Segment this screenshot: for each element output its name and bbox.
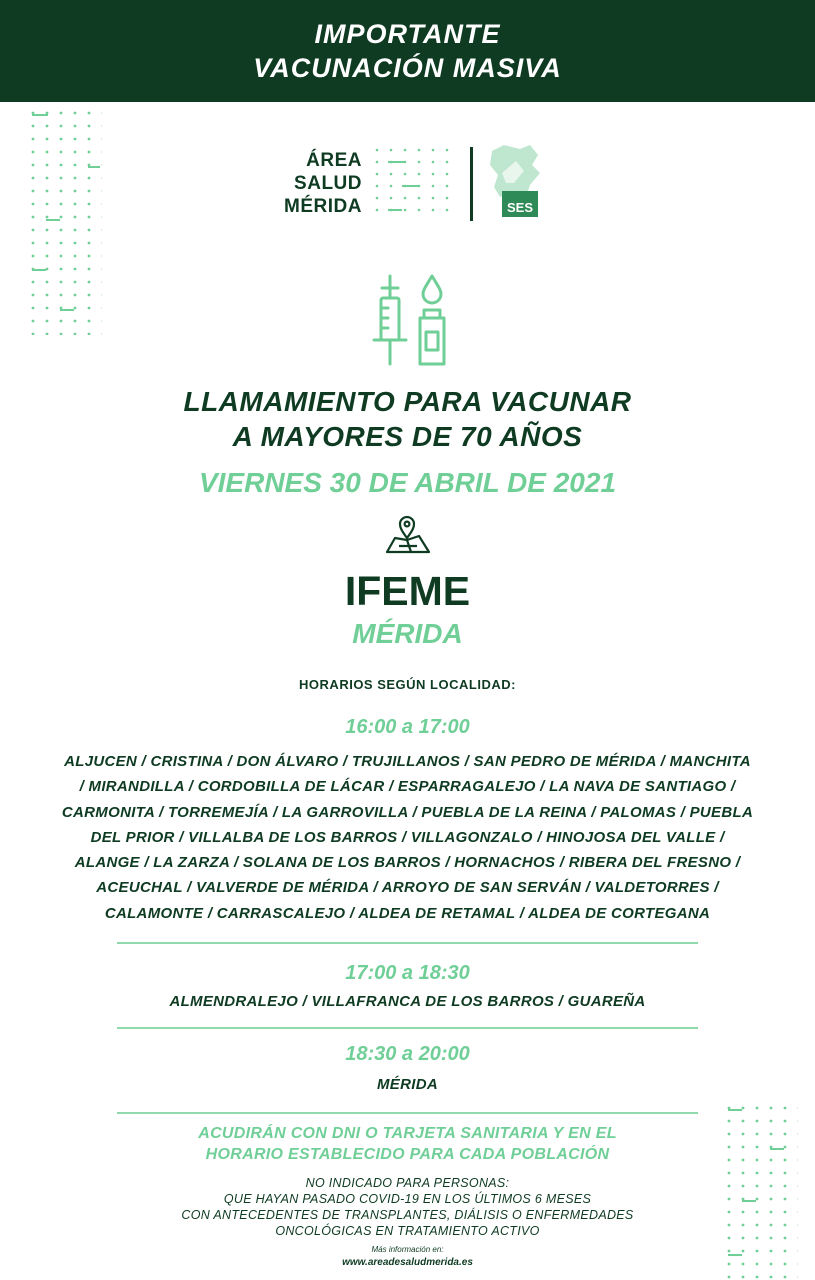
- more-info-label: Más información en:: [371, 1245, 444, 1254]
- divider-2: [117, 1027, 698, 1029]
- ses-badge-text: SES: [506, 200, 533, 215]
- note-line: QUE HAYAN PASADO COVID-19 EN LOS ÚLTIMOS 6 MESES: [223, 1192, 592, 1206]
- locality-line: ACEUCHAL / VALVERDE DE MÉRIDA / ARROYO DE SAN SERVÁN / VALDETORRES /: [96, 879, 719, 897]
- logo-dot-grid: [374, 147, 450, 219]
- locality-line: ALANGE / LA ZARZA / SOLANA DE LOS BARROS / HORNACHOS / RIBERA DEL FRESNO /: [74, 854, 741, 872]
- locality-line: ALJUCEN / CRISTINA / DON ÁLVARO / TRUJILLANOS / SAN PEDRO DE MÉRIDA / MANCHITA: [64, 753, 751, 770]
- locality-line: DEL PRIOR / VILLALBA DE LOS BARROS / VILLAGONZALO / HINOJOSA DEL VALLE /: [90, 828, 725, 846]
- syringe-icon: [370, 274, 410, 368]
- divider-1: [117, 942, 698, 944]
- schedule-title: HORARIOS SEGÚN LOCALIDAD:: [299, 677, 516, 692]
- divider-3: [117, 1112, 698, 1114]
- slot-time-2: 17:00 a 18:30: [345, 962, 470, 984]
- logo-line-1: ÁREA: [306, 150, 362, 171]
- locality-line: CALAMONTE / CARRASCALEJO / ALDEA DE RETAMAL / ALDEA DE CORTEGANA: [104, 904, 711, 922]
- logo-line-2: SALUD: [294, 173, 362, 194]
- note-line: CON ANTECEDENTES DE TRANSPLANTES, DIÁLISIS O ENFERMEDADES: [181, 1208, 634, 1222]
- slot-localities-2: [0, 989, 815, 1014]
- logo-wordmark: [272, 149, 362, 218]
- headline-line-2: A MAYORES DE 70 AÑOS: [232, 421, 583, 452]
- slot-time-1: 16:00 a 17:00: [345, 716, 470, 738]
- website-link[interactable]: www.areadesaludmerida.es: [342, 1257, 473, 1268]
- area-salud-logo: [272, 145, 542, 225]
- logo-divider: [470, 147, 473, 221]
- vial-icon: [412, 274, 452, 368]
- headline-line-1: LLAMAMIENTO PARA VACUNAR: [183, 386, 632, 417]
- slot-time-3: 18:30 a 20:00: [345, 1043, 470, 1065]
- logo-line-3: MÉRIDA: [284, 196, 362, 217]
- slot-localities-3: [0, 1072, 815, 1097]
- requirement-text: [0, 1123, 815, 1165]
- event-date: VIERNES 30 DE ABRIL DE 2021: [198, 467, 617, 498]
- locality-line: / MIRANDILLA / CORDOBILLA DE LÁCAR / ESPARRAGALEJO / LA NAVA DE SANTIAGO /: [79, 778, 736, 796]
- contraindication-notes: [0, 1175, 815, 1239]
- note-line: ONCOLÓGICAS EN TRATAMIENTO ACTIVO: [275, 1224, 540, 1238]
- header-line-1: IMPORTANTE: [314, 19, 501, 49]
- header-line-2: VACUNACIÓN MASIVA: [253, 53, 562, 83]
- venue-city: MÉRIDA: [352, 618, 463, 649]
- map-pin-icon: [385, 516, 431, 556]
- dot-pattern-top-left: [30, 110, 102, 335]
- header-banner: [0, 0, 815, 102]
- note-line: NO INDICADO PARA PERSONAS:: [305, 1176, 510, 1190]
- venue-name: IFEME: [344, 568, 471, 614]
- headline: [0, 384, 815, 454]
- locality-line: ALMENDRALEJO / VILLAFRANCA DE LOS BARROS / GUAREÑA: [169, 993, 646, 1010]
- locality-line: MÉRIDA: [377, 1076, 438, 1093]
- slot-localities-1: [0, 749, 815, 926]
- locality-line: CARMONITA / TORREMEJÍA / LA GARROVILLA / PUEBLA DE LA REINA / PALOMAS / PUEBLA: [61, 803, 754, 821]
- requirement-line-2: HORARIO ESTABLECIDO PARA CADA POBLACIÓN: [205, 1146, 610, 1163]
- requirement-line-1: ACUDIRÁN CON DNI O TARJETA SANITARIA Y EN EL: [198, 1125, 617, 1142]
